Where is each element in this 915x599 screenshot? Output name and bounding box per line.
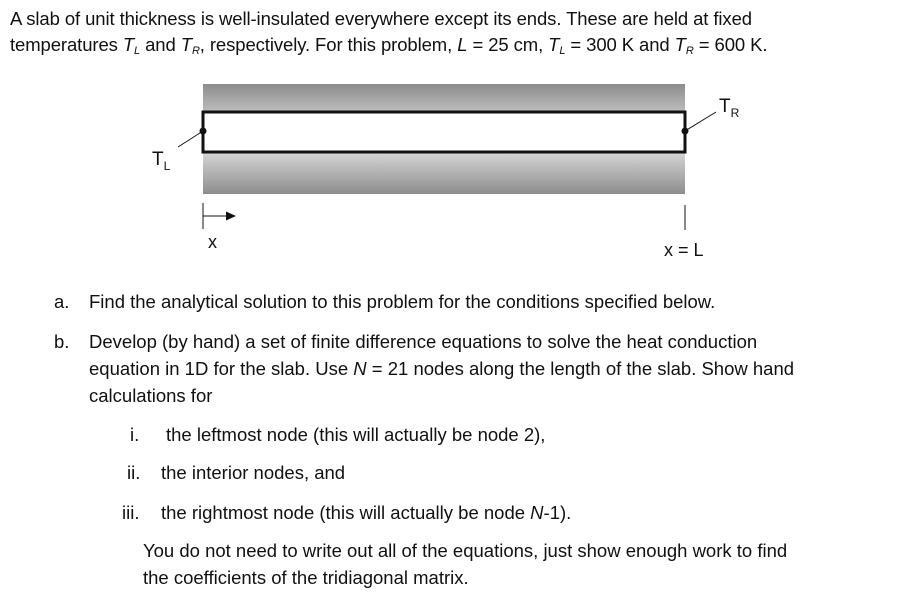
task-b-line-1: Develop (by hand) a set of finite difference equations to solve the heat conduction bbox=[89, 331, 758, 352]
right-temp-label: $T_R$ bbox=[719, 96, 740, 120]
task-b-note bbox=[143, 537, 787, 591]
intro-line-2: temperatures $T_L$ and $T_R$, respectively. For this problem, L = 25 cm, $T_L = 300$ K and $T_R = 600$ K. bbox=[10, 34, 768, 57]
sub-item-ii-marker: ii. bbox=[127, 462, 141, 483]
intro-line-1: A slab of unit thickness is well-insulated everywhere except its ends. These are held at fixed bbox=[10, 8, 752, 29]
sub-item-iii-marker: iii. bbox=[122, 502, 140, 523]
task-a-marker: a. bbox=[54, 291, 70, 312]
slab-figure bbox=[0, 0, 915, 290]
right-leader-line bbox=[685, 112, 716, 131]
sub-item-iii-text: the rightmost node (this will actually be node N-1). bbox=[161, 502, 572, 523]
task-b-line-2: equation in 1D for the slab. Use N = 21 nodes along the length of the slab. Show hand bbox=[89, 358, 795, 379]
end-label: x = L bbox=[664, 240, 704, 260]
sub-item-i-marker: i. bbox=[130, 424, 140, 445]
note-line-1: You do not need to write out all of the equations, just show enough work to find bbox=[143, 540, 788, 561]
task-b-text bbox=[89, 328, 794, 409]
sub-item-ii-text: the interior nodes, and bbox=[161, 462, 346, 483]
task-b-marker: b. bbox=[54, 331, 70, 352]
slab-body bbox=[203, 112, 685, 152]
left-temp-label: $T_L$ bbox=[152, 149, 171, 173]
left-leader-line bbox=[178, 131, 203, 147]
task-b-line-3: calculations for bbox=[89, 385, 213, 406]
task-a-text: Find the analytical solution to this problem for the conditions specified below. bbox=[89, 291, 716, 312]
sub-item-i-text: the leftmost node (this will actually be node 2), bbox=[166, 424, 546, 445]
x-axis-label: x bbox=[208, 232, 217, 252]
x-axis-arrow-head bbox=[226, 212, 236, 221]
note-line-2: the coefficients of the tridiagonal matrix. bbox=[143, 567, 469, 588]
